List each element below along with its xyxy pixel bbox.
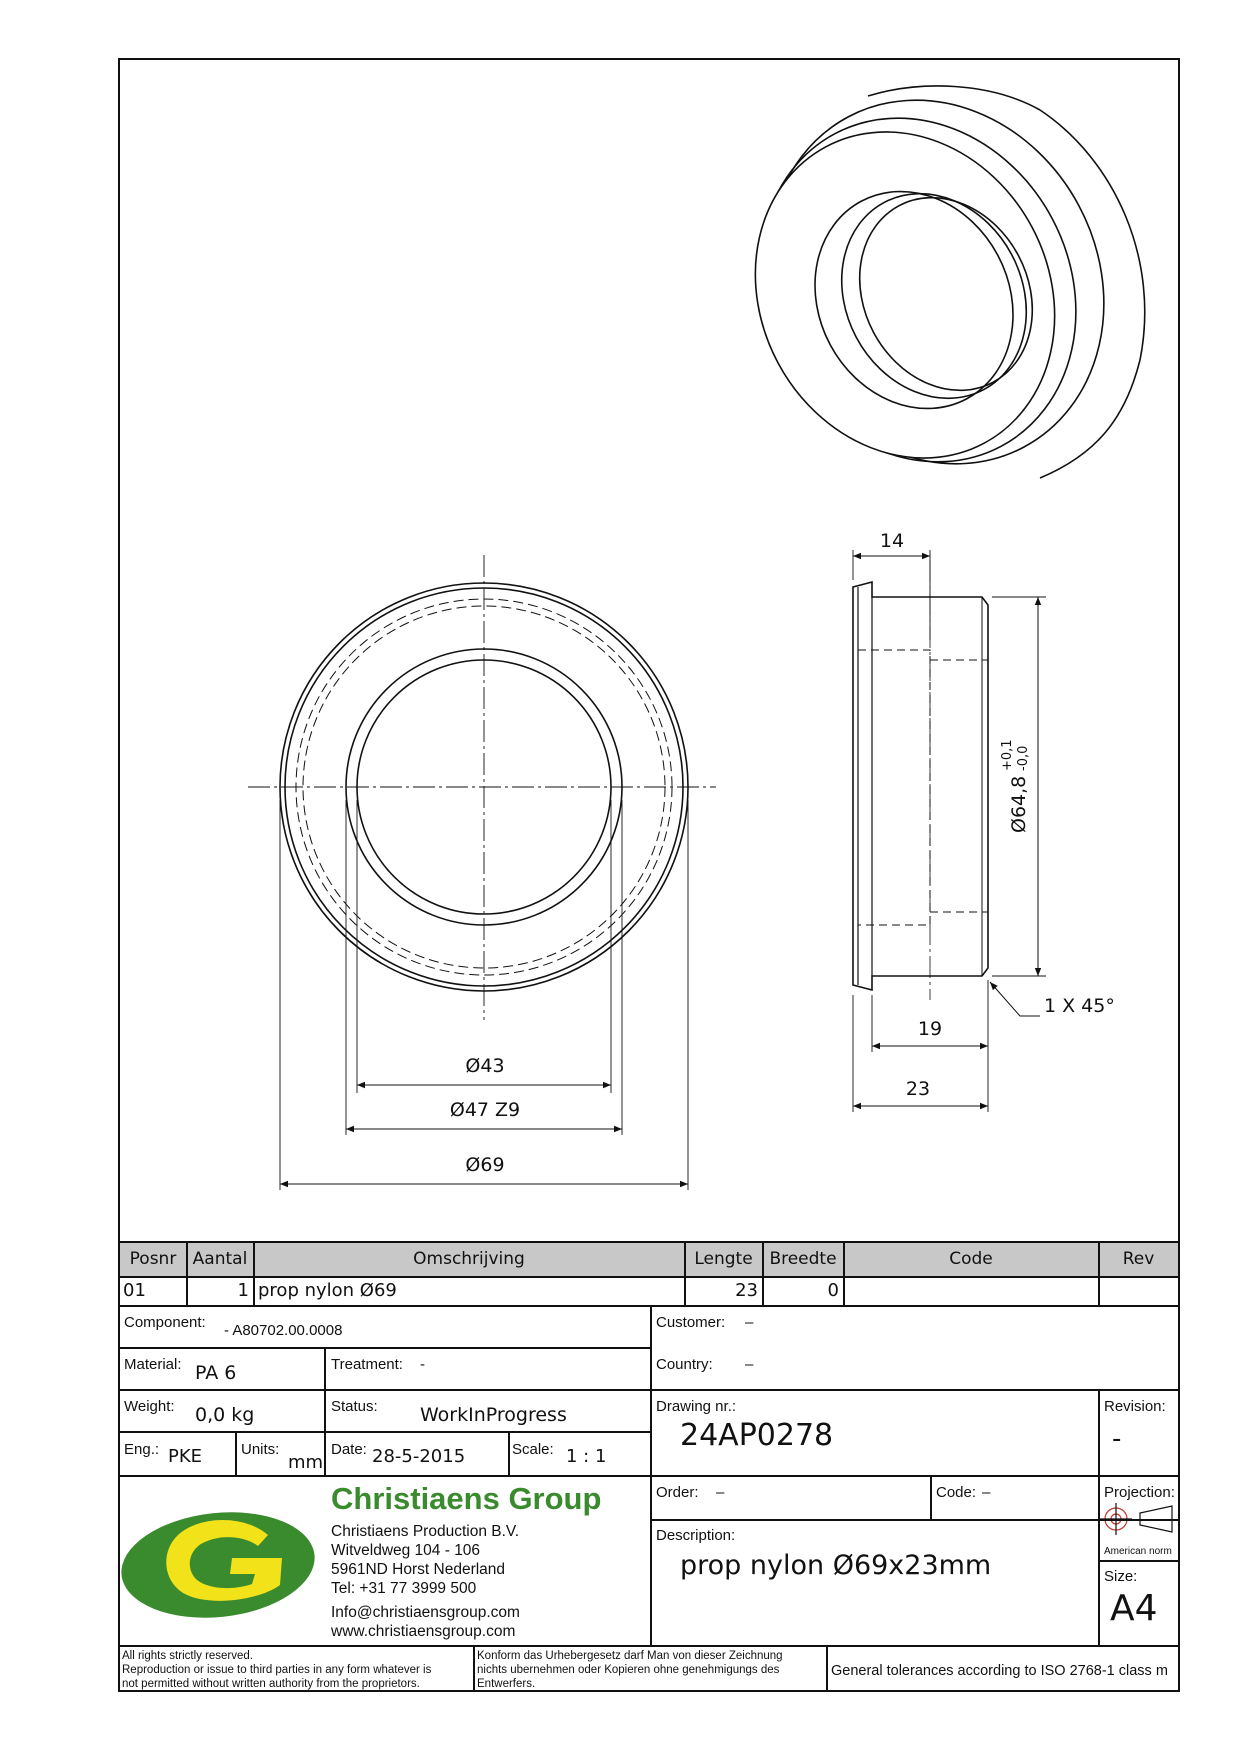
eng-label: Eng.:: [124, 1441, 160, 1458]
company-website[interactable]: www.christiaensgroup.com: [331, 1623, 516, 1640]
col-header-code: Code: [949, 1249, 993, 1269]
customer-label: Customer:: [656, 1314, 726, 1331]
company-email[interactable]: Info@christiaensgroup.com: [331, 1604, 520, 1621]
size-label: Size:: [1104, 1568, 1138, 1585]
material-label: Material:: [124, 1356, 182, 1373]
component-label: Component:: [124, 1314, 206, 1331]
projection-label: Projection:: [1104, 1484, 1175, 1501]
weight-value: 0,0 kg: [195, 1404, 255, 1426]
company-address1: Witveldweg 104 - 106: [331, 1542, 481, 1559]
dim-d69: Ø69: [465, 1154, 505, 1176]
weight-label: Weight:: [124, 1398, 175, 1415]
revision-value: -: [1112, 1424, 1122, 1454]
company-logo: [116, 1503, 320, 1627]
material-value: PA 6: [195, 1362, 237, 1384]
eng-value: PKE: [168, 1446, 203, 1467]
drawing-nr-value: 24AP0278: [680, 1418, 834, 1453]
units-value: mm: [288, 1452, 324, 1473]
order-value: –: [716, 1484, 725, 1501]
dim-w14: 14: [879, 530, 905, 552]
order-label: Order:: [656, 1484, 699, 1501]
col-header-rev: Rev: [1122, 1249, 1155, 1269]
row-posnr: 01: [123, 1280, 146, 1301]
company-address2: 5961ND Horst Nederland: [331, 1561, 506, 1578]
company-name: Christiaens Group: [331, 1481, 602, 1516]
code-label: Code:: [936, 1484, 977, 1501]
revision-label: Revision:: [1104, 1398, 1166, 1415]
footer-rights: All rights strictly reserved. Reproduction or issue to third parties in any form whatever is not permitted without written authority from the proprietors.: [122, 1650, 432, 1690]
size-value: A4: [1110, 1588, 1158, 1629]
dim-w23: 23: [905, 1078, 931, 1100]
col-header-aantal: Aantal: [192, 1249, 248, 1269]
col-header-posnr: Posnr: [129, 1249, 177, 1269]
description-label: Description:: [656, 1527, 736, 1544]
customer-value: –: [745, 1314, 754, 1331]
footer-tolerances: General tolerances according to ISO 2768-1 class m: [831, 1663, 1168, 1679]
row-aantal: 1: [237, 1280, 249, 1301]
country-value: –: [745, 1356, 754, 1373]
dim-tol-minus: -0,0: [1016, 745, 1031, 771]
dim-d648: Ø64,8: [1008, 775, 1030, 833]
component-value: - A80702.00.0008: [224, 1322, 343, 1339]
date-label: Date:: [331, 1441, 367, 1458]
col-header-breedte: Breedte: [769, 1249, 837, 1269]
dim-chamfer: 1 X 45°: [1044, 995, 1115, 1017]
status-label: Status:: [331, 1398, 378, 1415]
dim-tol-plus: +0,1: [1000, 739, 1015, 771]
col-header-lengte: Lengte: [694, 1249, 753, 1269]
footer-konform: Konform das Urhebergesetz darf Man von dieser Zeichnung nichts ubernehmen oder Kopieren ohne genehmigungs des Entwerfers.: [477, 1650, 783, 1690]
description-value: prop nylon Ø69x23mm: [680, 1550, 992, 1581]
company-tel: Tel: +31 77 3999 500: [331, 1580, 477, 1597]
isometric-view: [699, 41, 1167, 523]
front-view: [248, 555, 716, 1190]
drawing-nr-label: Drawing nr.:: [656, 1398, 737, 1415]
status-value: WorkInProgress: [420, 1404, 567, 1426]
treatment-value: -: [420, 1356, 425, 1373]
row-breedte: 0: [827, 1280, 839, 1301]
scale-label: Scale:: [512, 1441, 554, 1458]
row-omschrijving: prop nylon Ø69: [258, 1280, 397, 1301]
units-label: Units:: [241, 1441, 280, 1458]
date-value: 28-5-2015: [372, 1446, 466, 1467]
country-label: Country:: [656, 1356, 713, 1373]
treatment-label: Treatment:: [331, 1356, 403, 1373]
scale-value: 1 : 1: [566, 1446, 607, 1467]
dim-w19: 19: [917, 1018, 943, 1040]
col-header-omschrijving: Omschrijving: [413, 1249, 525, 1269]
dim-d43: Ø43: [465, 1055, 505, 1077]
row-lengte: 23: [735, 1280, 758, 1301]
dim-d47: Ø47 Z9: [449, 1099, 521, 1121]
projection-norm: American norm: [1104, 1546, 1172, 1557]
code-value: –: [982, 1484, 991, 1501]
company-entity: Christiaens Production B.V.: [331, 1523, 520, 1540]
